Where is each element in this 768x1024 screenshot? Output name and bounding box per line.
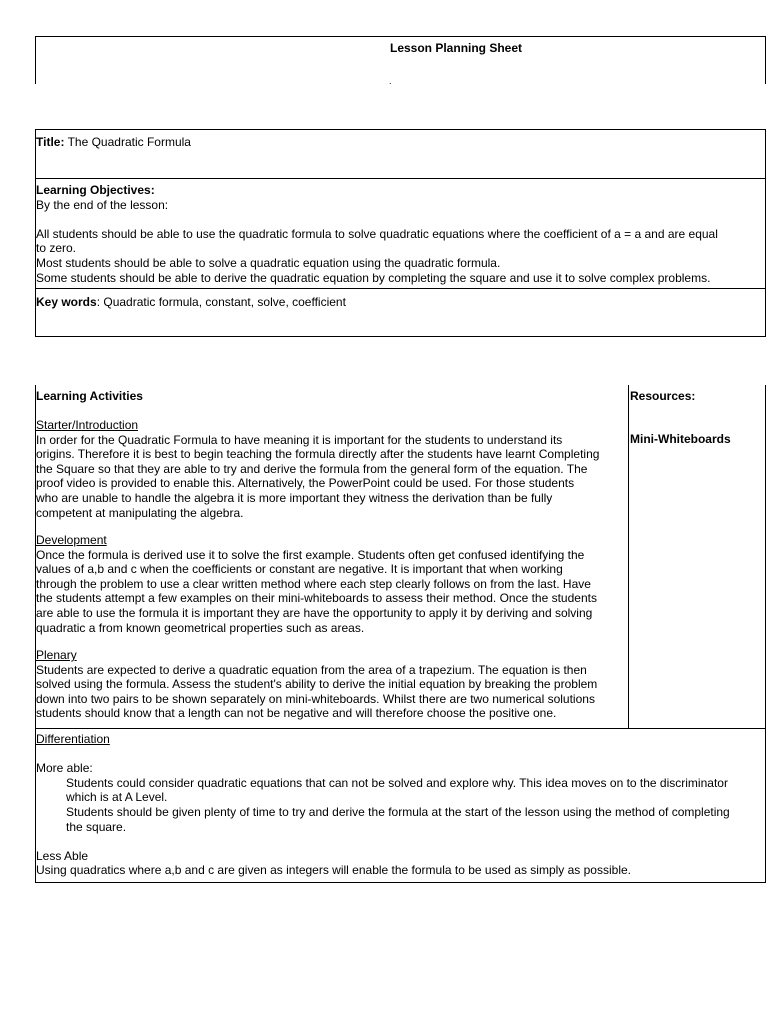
starter-line: the Square so that they are able to try and derive the formula from the general form of the equation. The bbox=[36, 461, 588, 476]
starter-line: In order for the Quadratic Formula to have meaning it is important for the students to understand its bbox=[36, 432, 563, 447]
development-line: Once the formula is derived use it to solve the first example. Students often get confused identifying the bbox=[36, 547, 585, 562]
objective-most: Most students should be able to solve a quadratic equation using the quadratic formula. bbox=[36, 255, 501, 270]
divider-objectives bbox=[35, 288, 766, 289]
plenary-line: Students are expected to derive a quadratic equation from the area of a trapezium. The equation is then bbox=[36, 662, 587, 677]
lesson-title bbox=[36, 135, 191, 149]
more-able-line: Students should be given plenty of time to try and derive the formula at the start of the lesson using the method of completing bbox=[66, 804, 730, 819]
differentiation-heading: Differentiation bbox=[36, 732, 110, 746]
spacer bbox=[36, 747, 730, 762]
starter-section bbox=[36, 418, 599, 520]
keywords-label: Key words bbox=[36, 295, 97, 309]
activities-heading: Learning Activities bbox=[36, 389, 143, 403]
more-able-label: More able: bbox=[36, 761, 93, 776]
objective-all-line: All students should be able to use the quadratic formula to solve quadratic equations where the coefficient of a = a and are equal bbox=[36, 226, 718, 241]
starter-line: competent at manipulating the algebra. bbox=[36, 505, 244, 520]
resources-heading: Resources: bbox=[630, 389, 696, 403]
spacer bbox=[36, 834, 730, 849]
title-label: Title: bbox=[36, 135, 65, 149]
objective-all-line: to zero. bbox=[36, 241, 77, 256]
keywords-value: : Quadratic formula, constant, solve, coefficient bbox=[96, 295, 346, 309]
less-able-label: Less Able bbox=[36, 848, 89, 863]
objective-some: Some students should be able to derive the quadratic equation by completing the square and use it to solve complex problems. bbox=[36, 270, 711, 285]
differentiation-section bbox=[36, 732, 730, 878]
development-line: through the problem to use a clear written method where each step clearly follows on from the last. Have bbox=[36, 576, 591, 591]
starter-line: origins. Therefore it is best to begin teaching the formula directly after the students have learnt Completing bbox=[36, 447, 600, 462]
keywords bbox=[36, 295, 346, 309]
header-dot: . bbox=[389, 76, 392, 86]
development-line: quadratic a from known geometrical properties such as areas. bbox=[36, 620, 365, 635]
objectives-heading: Learning Objectives: bbox=[36, 183, 155, 197]
starter-line: who are unable to handle the algebra it is more important they witness the derivation than be fully bbox=[36, 490, 553, 505]
development-line: values of a,b and c when the coefficients or constant are negative. It is important that when working bbox=[36, 562, 563, 577]
more-able-line: the square. bbox=[66, 819, 127, 834]
objectives-section bbox=[36, 183, 718, 285]
plenary-line: down into two pairs to be shown separately on mini-whiteboards. Whilst there are two numerical solutions bbox=[36, 691, 595, 706]
more-able-line: Students could consider quadratic equations that can not be solved and explore why. This idea moves on to the discriminator bbox=[66, 775, 728, 790]
title-value: The Quadratic Formula bbox=[67, 135, 191, 149]
development-heading: Development bbox=[36, 533, 107, 547]
resources-column-divider bbox=[628, 385, 629, 728]
page-title: Lesson Planning Sheet bbox=[390, 41, 523, 55]
less-able-line: Using quadratics where a,b and c are given as integers will enable the formula to be used as simply as possible. bbox=[36, 863, 631, 878]
development-line: are able to use the formula it is important they are have the opportunity to apply it by deriving and solving bbox=[36, 605, 593, 620]
starter-line: proof video is provided to enable this. Alternatively, the PowerPoint could be used. For those students bbox=[36, 476, 575, 491]
objectives-intro: By the end of the lesson: bbox=[36, 197, 169, 212]
plenary-heading: Plenary bbox=[36, 648, 77, 662]
development-section bbox=[36, 533, 597, 635]
spacer bbox=[36, 212, 718, 227]
plenary-line: students should know that a length can not be negative and will therefore choose the positive one. bbox=[36, 706, 557, 721]
plenary-section bbox=[36, 648, 597, 721]
divider-title bbox=[35, 178, 766, 179]
development-line: the students attempt a few examples on their mini-whiteboards to assess their method. Once the students bbox=[36, 591, 597, 606]
resources-item: Mini-Whiteboards bbox=[630, 432, 731, 446]
more-able-line: which is at A Level. bbox=[66, 790, 168, 805]
starter-heading: Starter/Introduction bbox=[36, 418, 139, 432]
plenary-line: solved using the formula. Assess the student's ability to derive the initial equation by breaking the problem bbox=[36, 677, 598, 692]
